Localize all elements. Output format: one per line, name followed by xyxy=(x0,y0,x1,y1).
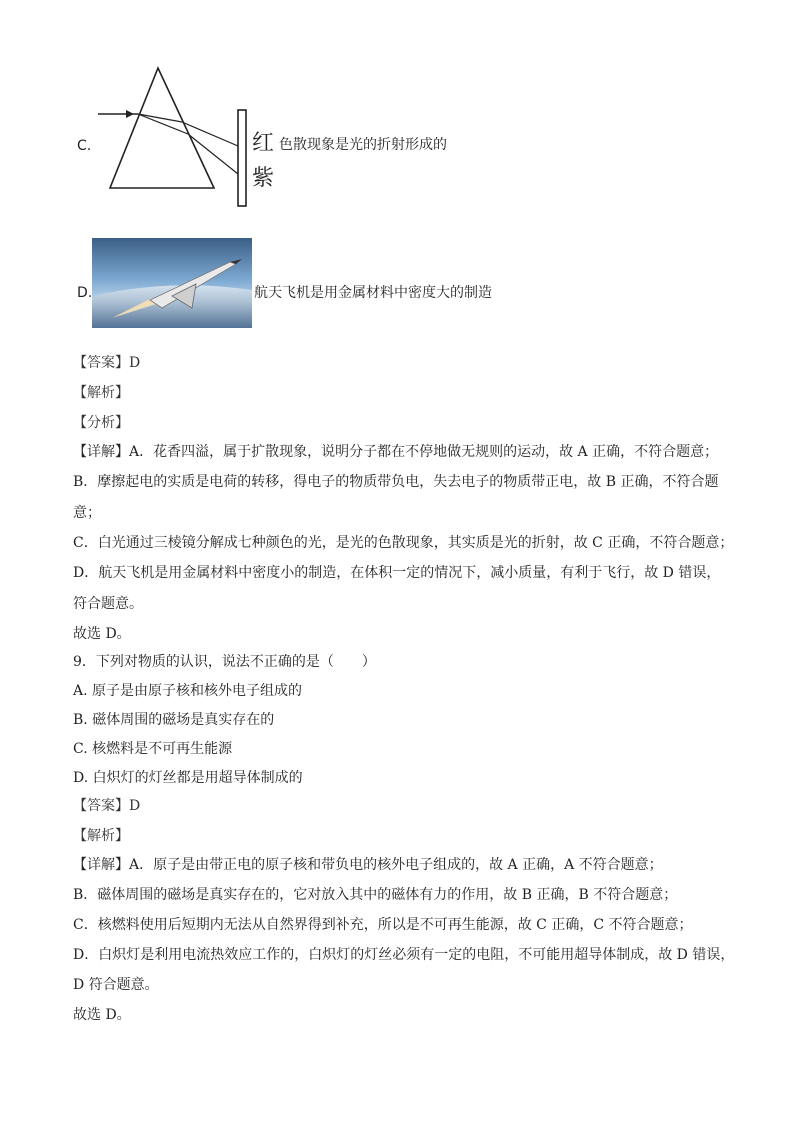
q9-option-d: D. 白炽灯的灯丝都是用超导体制成的 xyxy=(73,770,303,786)
option-d-text: 航天飞机是用金属材料中密度大的制造 xyxy=(254,285,492,301)
q9-detail-line-1: 【详解】A．原子是由带正电的原子核和带负电的核外电子组成的，故 A 正确，A 不符合题意； xyxy=(73,857,663,873)
q8-detail-line-5: D．航天飞机是用金属材料中密度小的制造，在体积一定的情况下，减小质量，有利于飞行，故 D 错误， xyxy=(73,565,721,581)
option-c-text: 色散现象是光的折射形成的 xyxy=(279,137,447,153)
q9-option-a: A. 原子是由原子核和核外电子组成的 xyxy=(73,683,303,699)
q9-detail-line-4: D．白炽灯是利用电流热效应工作的，白炽灯的灯丝必须有一定的电阻，不可能用超导体制成，故 D 错误， xyxy=(73,947,735,963)
q8-analysis-label: 【解析】 xyxy=(73,385,129,401)
prism-red-label: 红 xyxy=(252,131,275,156)
q8-detail-line-6: 符合题意。 xyxy=(73,596,143,612)
q8-detail-line-2: B．摩擦起电的实质是电荷的转移，得电子的物质带负电，失去电子的物质带正电，故 B 正确，不符合题 xyxy=(73,474,719,490)
prism-dispersion-diagram xyxy=(98,66,278,208)
q9-analysis-label: 【解析】 xyxy=(73,828,129,844)
q9-option-c: C. 核燃料是不可再生能源 xyxy=(73,741,233,757)
q9-detail-line-2: B．磁体周围的磁场是真实存在的，它对放入其中的磁体有力的作用，故 B 正确，B 不符合题意； xyxy=(73,887,678,903)
q8-fenxi-label: 【分析】 xyxy=(73,415,129,431)
q8-detail-line-1: 【详解】A．花香四溢，属于扩散现象，说明分子都在不停地做无规则的运动，故 A 正确，不符合题意； xyxy=(73,444,719,460)
q8-detail-line-3: 意； xyxy=(73,505,101,521)
q8-conclusion: 故选 D。 xyxy=(73,626,131,642)
space-shuttle-photo xyxy=(92,238,252,328)
option-d-label: D. xyxy=(77,285,93,301)
q9-option-b: B. 磁体周围的磁场是真实存在的 xyxy=(73,712,275,728)
q8-answer: 【答案】D xyxy=(73,355,141,371)
q9-stem: 9．下列对物质的认识，说法不正确的是（ ） xyxy=(73,654,376,670)
q8-detail-line-4: C．白光通过三棱镜分解成七种颜色的光，是光的色散现象，其实质是光的折射，故 C 正确，不符合题意； xyxy=(73,535,734,551)
option-c-label: C. xyxy=(77,138,92,154)
prism-purple-label: 紫 xyxy=(252,166,275,191)
q9-conclusion: 故选 D。 xyxy=(73,1007,131,1023)
q9-detail-line-3: C．核燃料使用后短期内无法从自然界得到补充，所以是不可再生能源，故 C 正确，C 不符合题意； xyxy=(73,917,693,933)
q9-answer: 【答案】D xyxy=(73,798,141,814)
q9-detail-line-5: D 符合题意。 xyxy=(73,977,159,993)
